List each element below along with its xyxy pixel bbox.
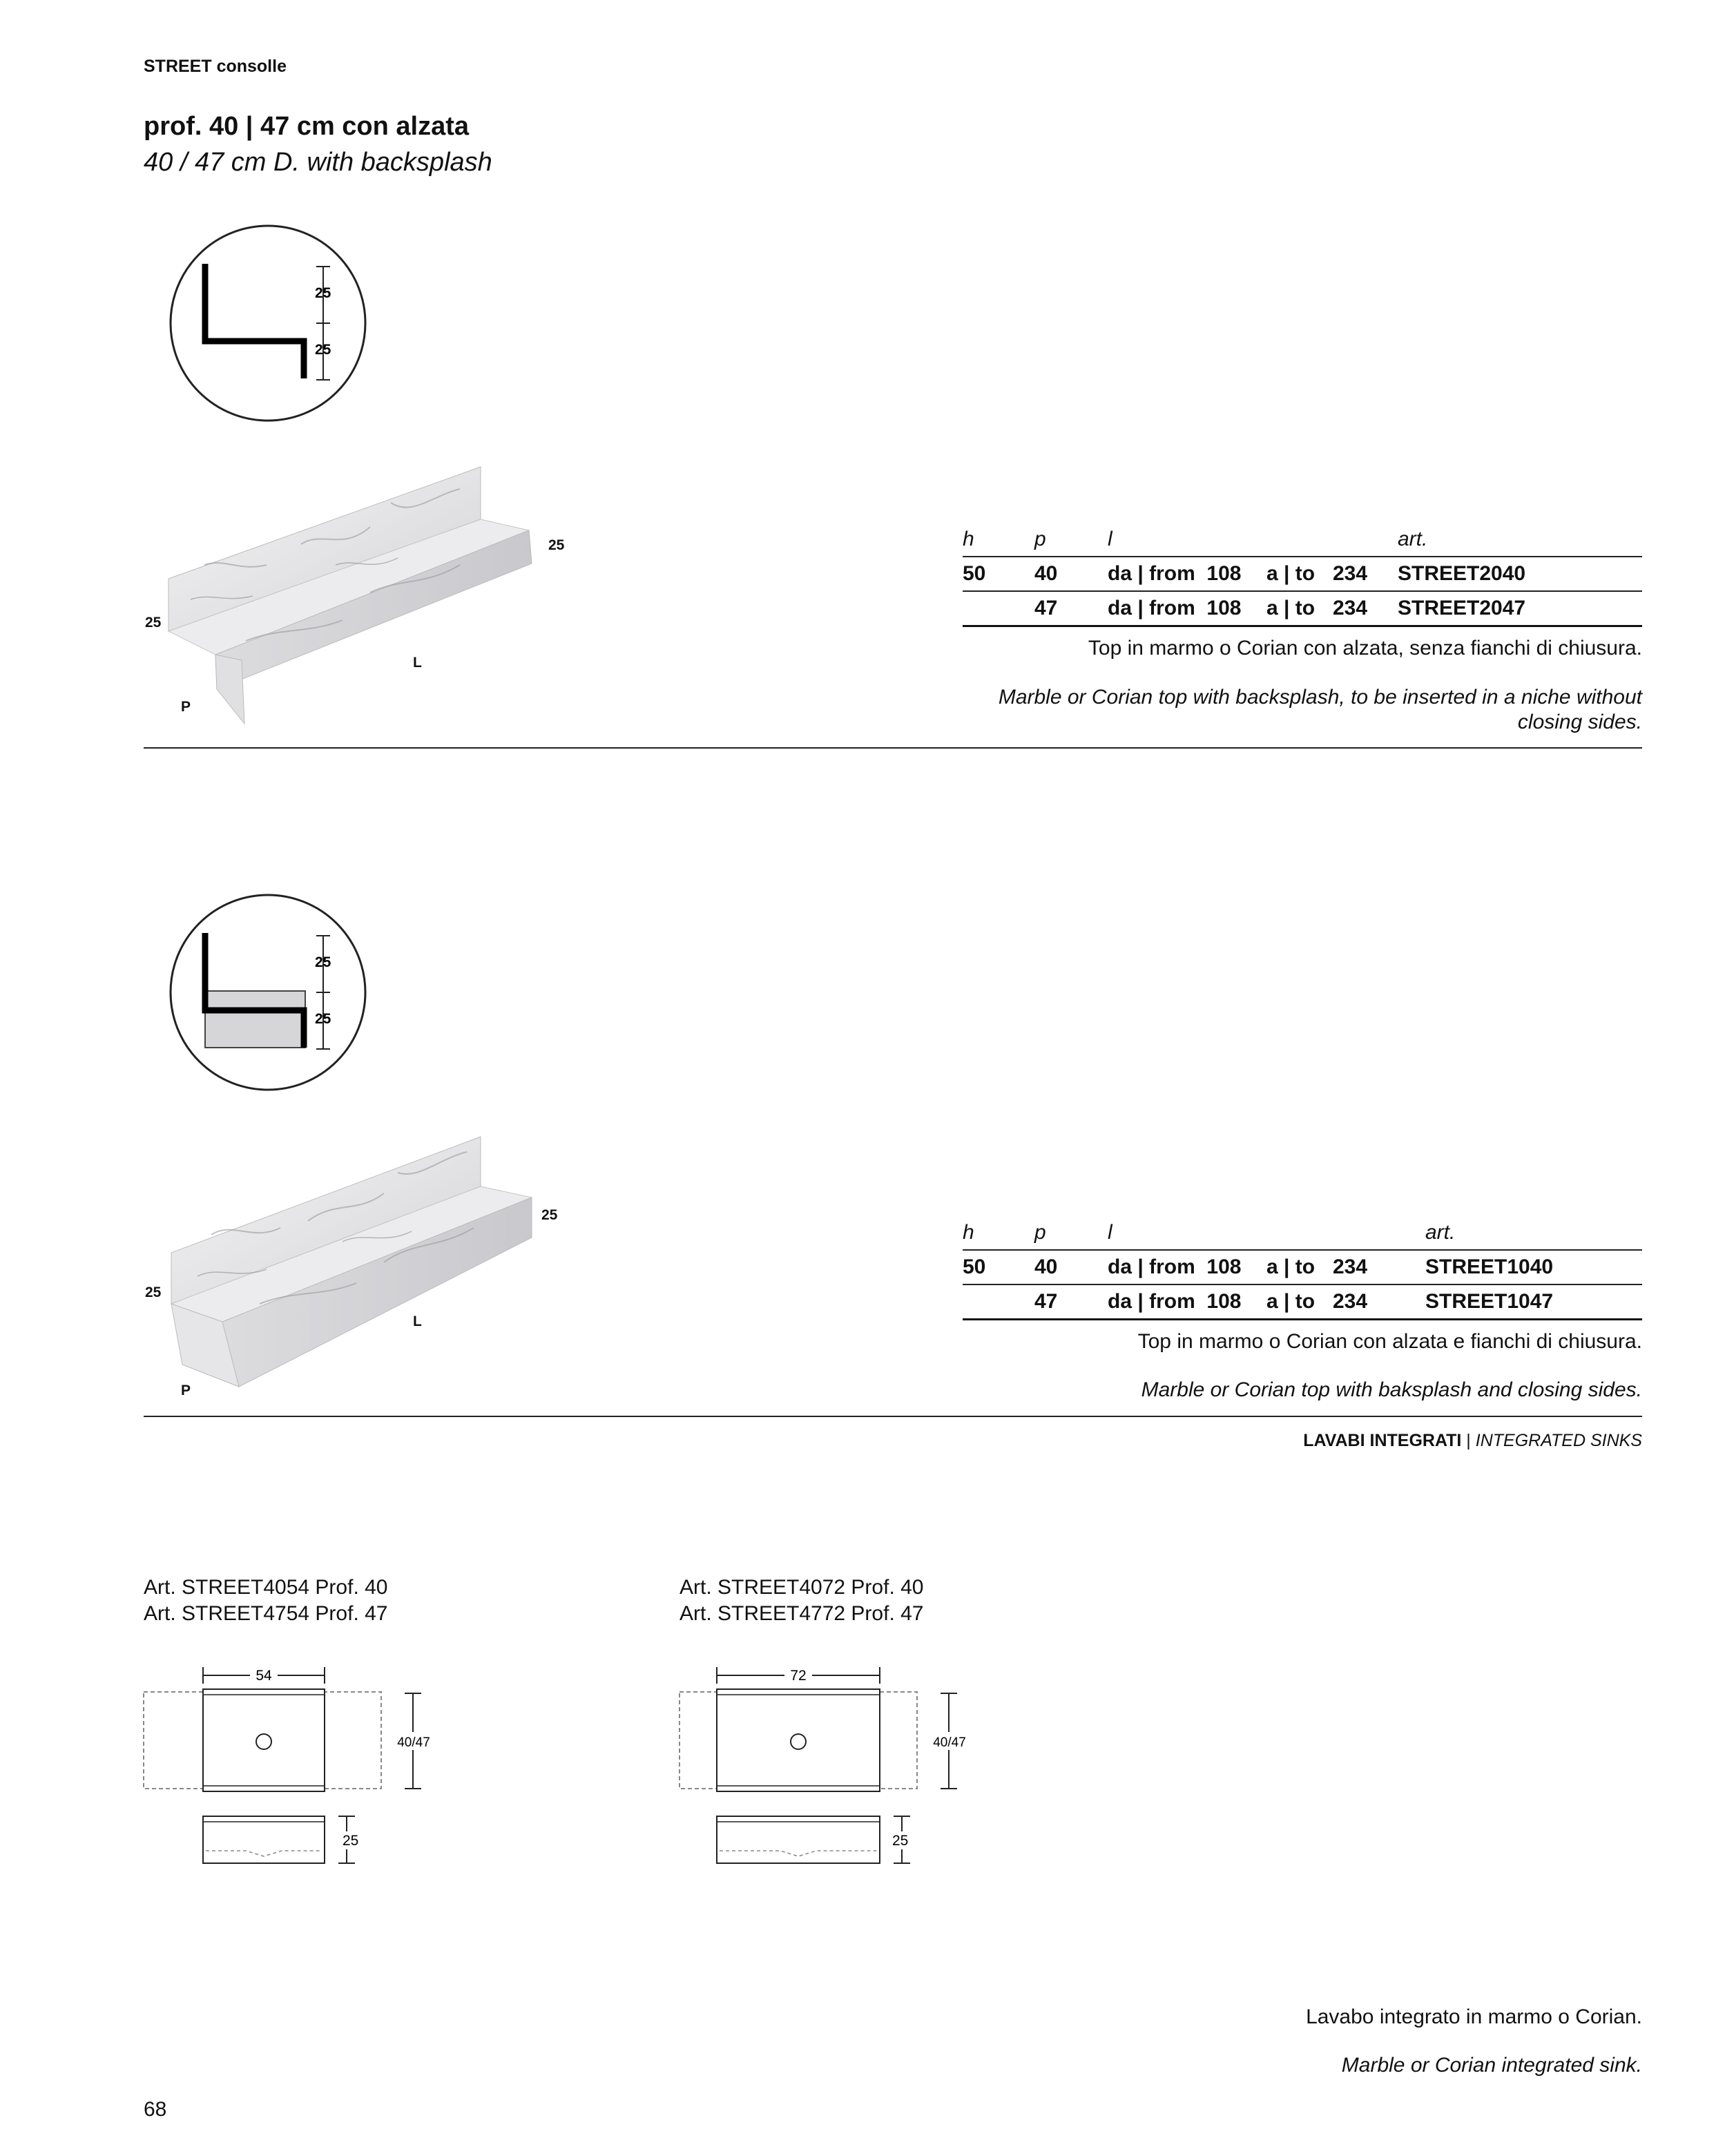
profile-dim-top: 25: [315, 954, 331, 970]
table-header-row: [963, 523, 1642, 557]
section-divider: [144, 1416, 1642, 1417]
cell-to-label: a | to: [1266, 1284, 1333, 1320]
section2-note-it: Top in marmo o Corian con alzata e fianchi di chiusura.: [1137, 1330, 1642, 1353]
cell-art: STREET1040: [1425, 1250, 1642, 1284]
cell-from: da | from 108: [1108, 1284, 1266, 1320]
sink-a-depth: 40/47: [397, 1735, 430, 1750]
render-dim-depth: P: [181, 1383, 191, 1398]
col-h: h: [963, 1216, 1034, 1250]
col-p: p: [1034, 523, 1108, 557]
cell-p: 47: [1034, 591, 1108, 626]
profile-dim-top: 25: [315, 285, 331, 301]
cell-p: 40: [1034, 557, 1108, 591]
product-name: STREET consolle: [144, 57, 287, 76]
render-dim-back-height: 25: [548, 537, 565, 553]
table-header-row: [963, 1216, 1642, 1250]
sink-b-drawing: [678, 1657, 982, 1878]
cell-art: STREET1047: [1425, 1284, 1642, 1320]
cell-from: da | from 108: [1108, 1250, 1266, 1284]
cell-to: 234: [1333, 1284, 1425, 1320]
profile-dim-bottom: 25: [315, 342, 331, 358]
cell-to-label: a | to: [1266, 557, 1333, 591]
spec-table-open: [963, 523, 1642, 627]
sink-a-drawing: [142, 1657, 446, 1878]
cell-to: 234: [1333, 591, 1398, 626]
section1-note-it: Top in marmo o Corian con alzata, senza fianchi di chiusura.: [1088, 637, 1642, 660]
sinks-note-en: Marble or Corian integrated sink.: [1341, 2054, 1642, 2077]
cell-p: 47: [1034, 1284, 1108, 1320]
sink-a-width: 54: [256, 1668, 272, 1684]
product-render-open: [163, 461, 550, 731]
cell-h: [963, 591, 1034, 626]
profile-diagram-open: [166, 222, 373, 430]
sinks-section-label: LAVABI INTEGRATI | INTEGRATED SINKS: [1303, 1431, 1642, 1450]
sink-b-width: 72: [790, 1668, 807, 1684]
cell-from: da | from 108: [1108, 591, 1266, 626]
col-h: h: [963, 523, 1034, 557]
col-art: art.: [1398, 523, 1642, 557]
page-number: 68: [144, 2098, 167, 2121]
render-dim-back-height: 25: [541, 1207, 558, 1223]
sink-b-articles: Art. STREET4072 Prof. 40 Art. STREET4772 Prof. 47: [680, 1576, 924, 1625]
col-art: art.: [1425, 1216, 1642, 1250]
table-row: [963, 1250, 1642, 1284]
sink-b-depth: 40/47: [933, 1735, 966, 1750]
page-title: prof. 40 | 47 cm con alzata: [144, 112, 470, 141]
render-dim-depth: P: [181, 699, 191, 715]
cell-h: [963, 1284, 1034, 1320]
cell-p: 40: [1034, 1250, 1108, 1284]
render-dim-length: L: [413, 1313, 422, 1329]
sink-b-height: 25: [892, 1833, 909, 1849]
table-row: [963, 1284, 1642, 1320]
col-p: p: [1034, 1216, 1108, 1250]
col-l: l: [1108, 523, 1266, 557]
table-row: [963, 591, 1642, 626]
sinks-note-it: Lavabo integrato in marmo o Corian.: [1306, 2005, 1642, 2028]
section2-note-en: Marble or Corian top with baksplash and closing sides.: [1141, 1378, 1642, 1401]
cell-to: 234: [1333, 1250, 1425, 1284]
section1-note-en: Marble or Corian top with backsplash, to be inserted in a niche without closing sides.: [998, 686, 1642, 733]
render-dim-length: L: [413, 655, 422, 671]
cell-to-label: a | to: [1266, 1250, 1333, 1284]
cell-h: 50: [963, 1250, 1034, 1284]
spec-table-closed: [963, 1216, 1642, 1320]
cell-to: 234: [1333, 557, 1398, 591]
profile-dim-bottom: 25: [315, 1011, 331, 1027]
cell-h: 50: [963, 557, 1034, 591]
section-divider: [144, 747, 1642, 749]
cell-art: STREET2040: [1398, 557, 1642, 591]
cell-from: da | from 108: [1108, 557, 1266, 591]
render-dim-front-height: 25: [145, 1284, 162, 1300]
profile-diagram-closed: [166, 892, 373, 1099]
render-dim-front-height: 25: [145, 615, 162, 631]
table-row: [963, 557, 1642, 591]
cell-to-label: a | to: [1266, 591, 1333, 626]
sink-a-articles: Art. STREET4054 Prof. 40 Art. STREET4754 Prof. 47: [144, 1576, 388, 1625]
sink-a-height: 25: [343, 1833, 359, 1849]
cell-art: STREET2047: [1398, 591, 1642, 626]
page-subtitle: 40 / 47 cm D. with backsplash: [144, 148, 492, 177]
col-l: l: [1108, 1216, 1266, 1250]
product-render-closed: [163, 1131, 550, 1401]
